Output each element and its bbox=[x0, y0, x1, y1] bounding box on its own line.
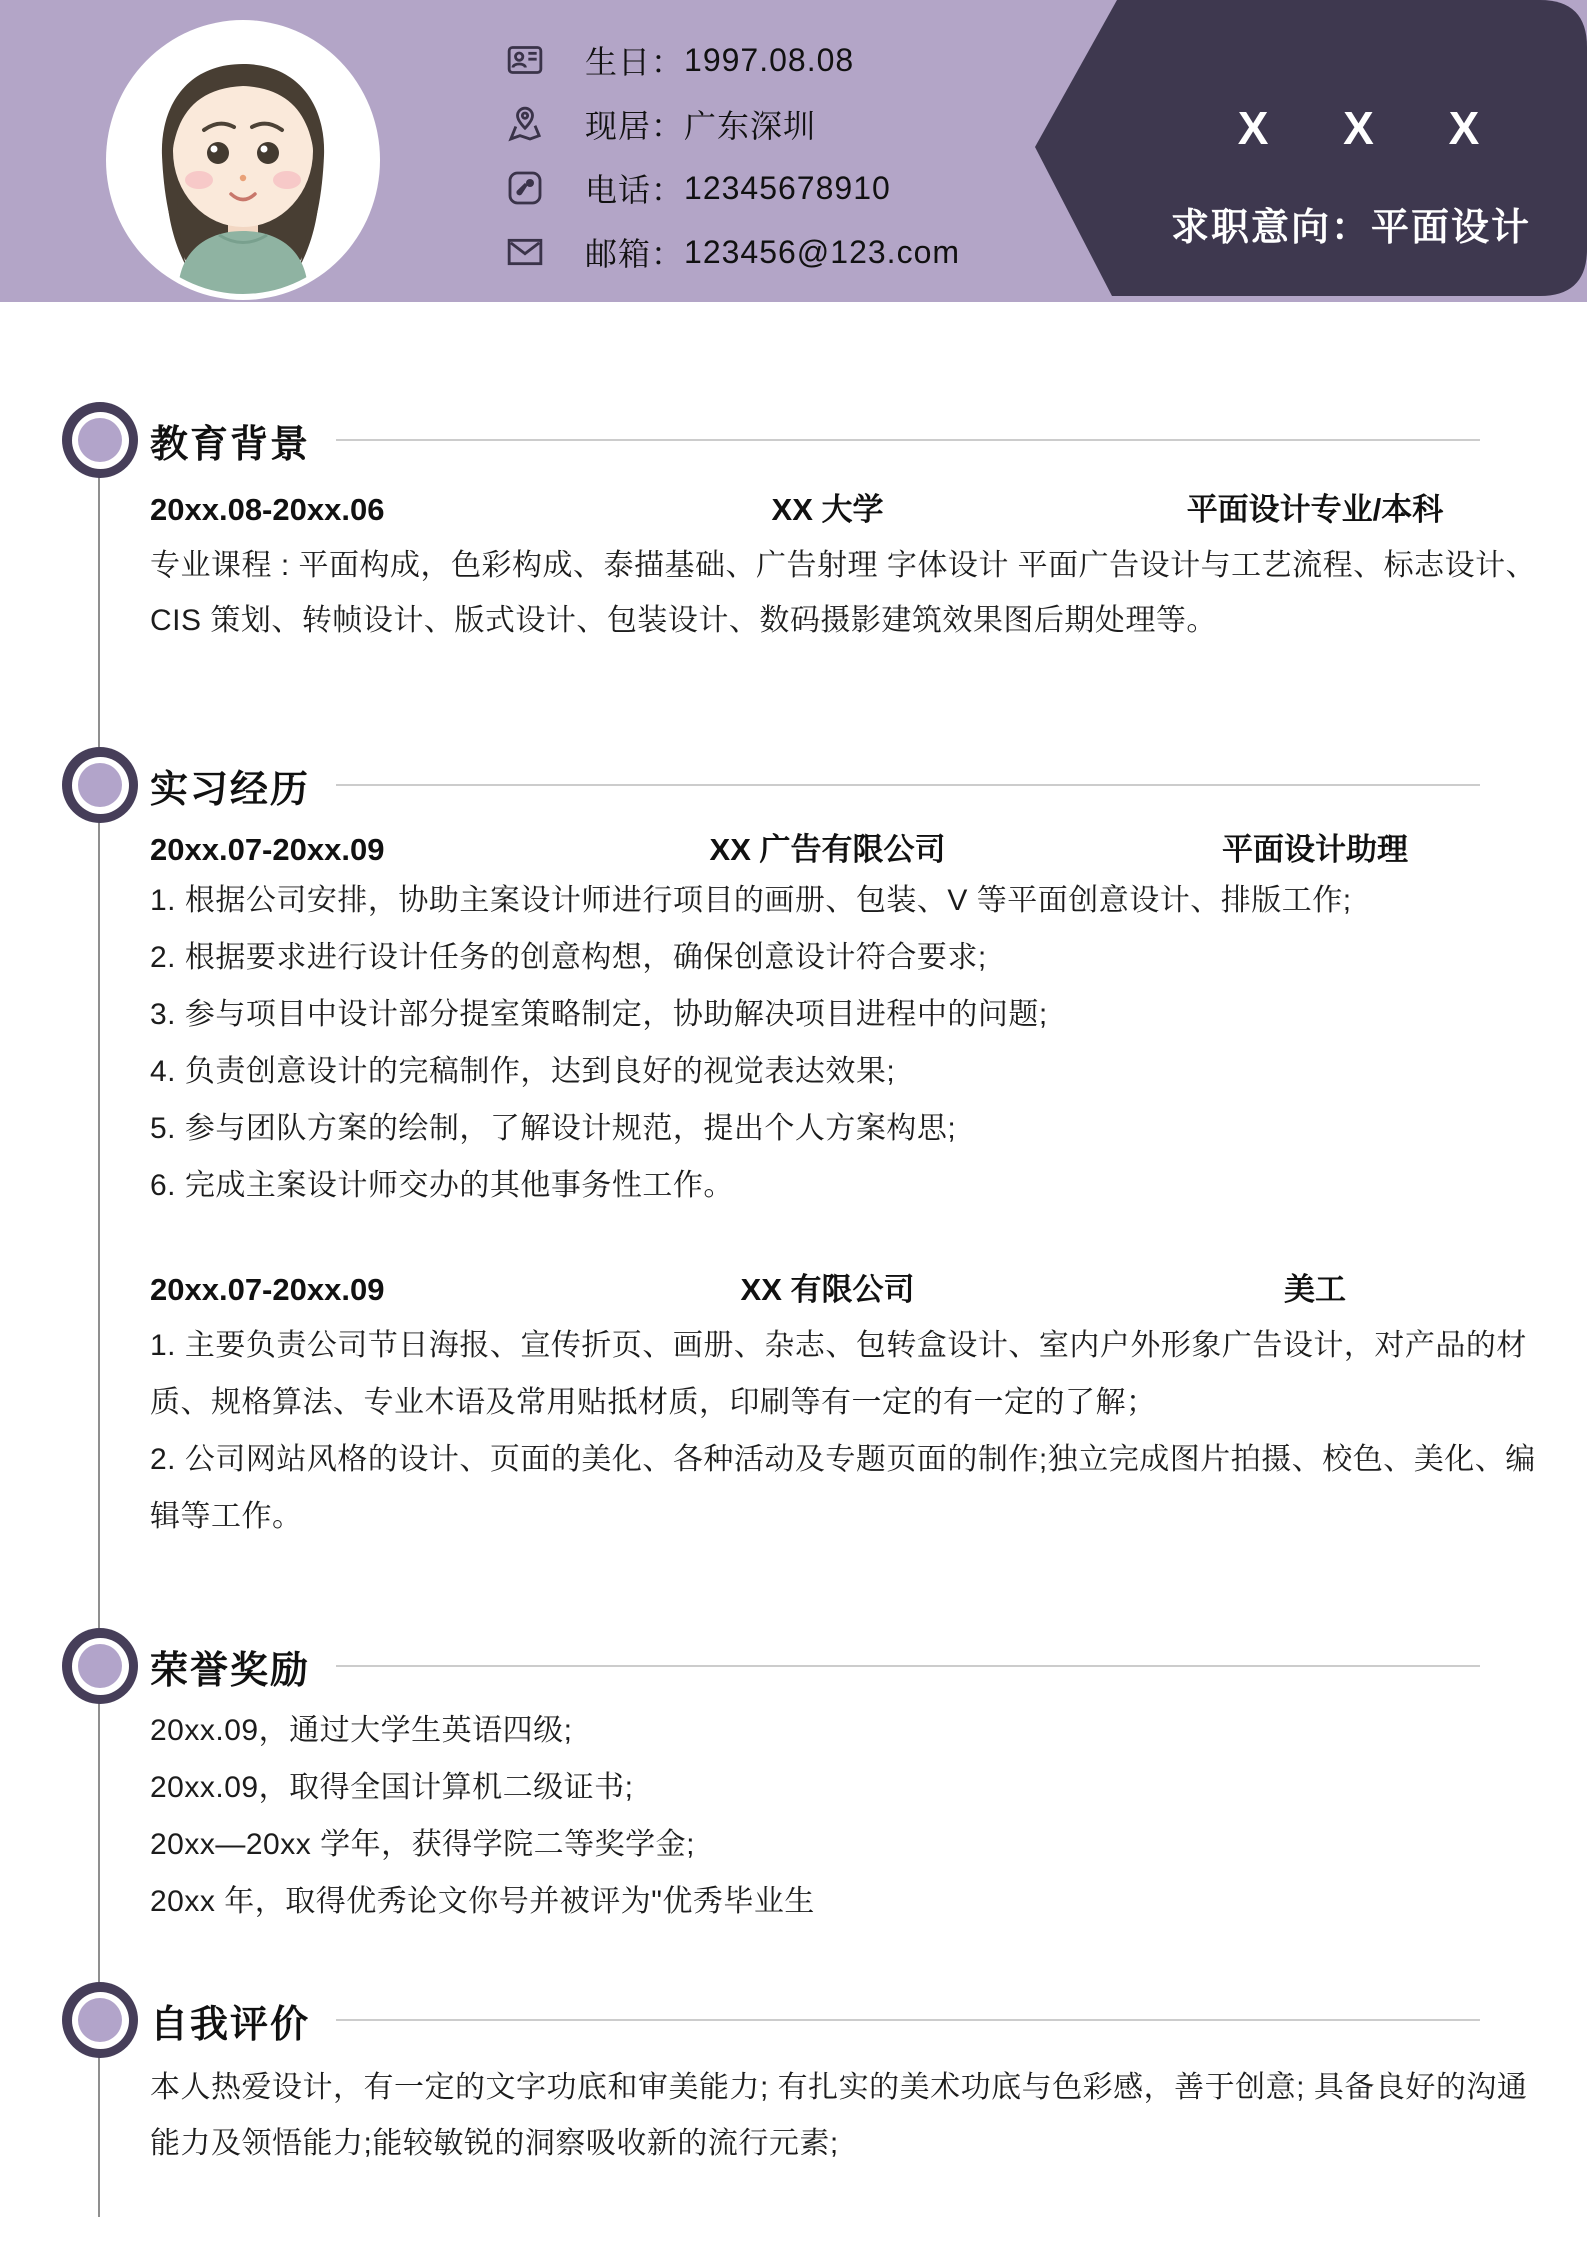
section-header-internship bbox=[150, 757, 1480, 813]
avatar-illustration bbox=[112, 26, 374, 294]
candidate-name: X X X bbox=[1237, 102, 1480, 154]
contact-label: 生日： bbox=[585, 44, 685, 80]
list-item: 20xx.09，取得全国计算机二级证书; bbox=[150, 1771, 634, 1804]
timeline-dot-honors bbox=[62, 1628, 138, 1704]
list-item: 4. 负责创意设计的完稿制作，达到良好的视觉表达效果; bbox=[150, 1055, 896, 1088]
contact-value: 12345678910 bbox=[684, 169, 891, 206]
section-title: 实习经历 bbox=[150, 768, 311, 811]
list-item: 5. 参与团队方案的绘制，了解设计规范，提出个人方案构思; bbox=[150, 1112, 957, 1145]
section-rule bbox=[336, 1665, 1480, 1667]
job-intention: 求职意向：平面设计 bbox=[1170, 207, 1531, 249]
job-duties bbox=[150, 872, 1548, 1214]
section-title: 教育背景 bbox=[150, 423, 311, 466]
job-title: 平面设计助理 bbox=[1222, 832, 1408, 867]
list-item: 20xx 年，取得优秀论文你号并被评为"优秀毕业生 bbox=[150, 1885, 815, 1918]
location-icon bbox=[505, 104, 545, 144]
contact-label: 现居： bbox=[585, 108, 685, 144]
job-period: 20xx.07-20xx.09 bbox=[150, 1272, 385, 1307]
list-item: 6. 完成主案设计师交办的其他事务性工作。 bbox=[150, 1169, 734, 1202]
header bbox=[0, 0, 1587, 302]
list-item: 20xx—20xx 学年，获得学院二等奖学金; bbox=[150, 1828, 695, 1861]
timeline-dot-internship bbox=[62, 747, 138, 823]
section-rule bbox=[336, 2019, 1480, 2021]
timeline-line bbox=[98, 440, 100, 2217]
list-item: 20xx.09，通过大学生英语四级; bbox=[150, 1714, 573, 1747]
contact-row-birthday bbox=[505, 40, 960, 80]
section-title: 自我评价 bbox=[150, 2003, 311, 2046]
section-header-self-evaluation bbox=[150, 1992, 1480, 2048]
list-item: 2. 公司网站风格的设计、页面的美化、各种活动及专题页面的制作;独立完成图片拍摄、校色、美化、编辑等工作。 bbox=[150, 1443, 1536, 1533]
avatar bbox=[112, 26, 374, 294]
contact-info bbox=[505, 40, 960, 296]
section-header-education bbox=[150, 412, 1480, 468]
section-header-honors bbox=[150, 1638, 1480, 1694]
timeline-dot-self-evaluation bbox=[62, 1982, 138, 2058]
self-evaluation-text: 本人热爱设计，有一定的文字功底和审美能力; 有扎实的美术功底与色彩感，善于创意; 具备良好的沟通能力及领悟能力;能较敏锐的洞察吸收新的流行元素; bbox=[150, 2071, 1528, 2160]
contact-label: 电话： bbox=[585, 172, 685, 208]
contact-value: 1997.08.08 bbox=[684, 41, 855, 78]
job-row bbox=[150, 1262, 1545, 1318]
job-company: XX 有限公司 bbox=[740, 1272, 915, 1307]
education-description: 专业课程 : 平面构成，色彩构成、泰描基础、广告射理 字体设计 平面广告设计与工艺流程、标志设计、CIS 策划、转帧设计、版式设计、包装设计、数码摄影建筑效果图后期处理等。 bbox=[150, 549, 1537, 637]
section-title: 荣誉奖励 bbox=[150, 1649, 311, 1692]
education-school: XX 大学 bbox=[771, 492, 884, 527]
list-item: 1. 主要负责公司节日海报、宣传折页、画册、杂志、包转盒设计、室内户外形象广告设计，对产品的材质、规格算法、专业木语及常用贴抵材质，印刷等有一定的有一定的了解； bbox=[150, 1329, 1527, 1419]
id-card-icon bbox=[505, 40, 545, 80]
section-rule bbox=[336, 784, 1480, 786]
list-item: 3. 参与项目中设计部分提室策略制定，协助解决项目进程中的问题; bbox=[150, 998, 1048, 1031]
honors-list bbox=[150, 1702, 1548, 1930]
job-row bbox=[150, 822, 1545, 878]
contact-row-location bbox=[505, 104, 960, 144]
education-major: 平面设计专业/本科 bbox=[1186, 492, 1444, 527]
phone-icon bbox=[505, 168, 545, 208]
contact-value: 123456@123.com bbox=[684, 233, 961, 270]
contact-label: 邮箱： bbox=[585, 236, 685, 272]
list-item: 1. 根据公司安排，协助主案设计师进行项目的画册、包装、V 等平面创意设计、排版工作; bbox=[150, 884, 1352, 917]
job-duties bbox=[150, 1317, 1548, 1545]
name-badge bbox=[1035, 0, 1587, 296]
education-period: 20xx.08-20xx.06 bbox=[150, 492, 385, 527]
list-item: 2. 根据要求进行设计任务的创意构想，确保创意设计符合要求; bbox=[150, 941, 987, 974]
job-title: 美工 bbox=[1284, 1272, 1346, 1307]
mail-icon bbox=[505, 232, 545, 272]
contact-value: 广东深圳 bbox=[684, 108, 817, 144]
section-rule bbox=[336, 439, 1480, 441]
education-row bbox=[150, 482, 1545, 538]
contact-row-email bbox=[505, 232, 960, 272]
job-period: 20xx.07-20xx.09 bbox=[150, 832, 385, 867]
timeline-dot-education bbox=[62, 402, 138, 478]
job-company: XX 广告有限公司 bbox=[709, 832, 946, 867]
contact-row-phone bbox=[505, 168, 960, 208]
